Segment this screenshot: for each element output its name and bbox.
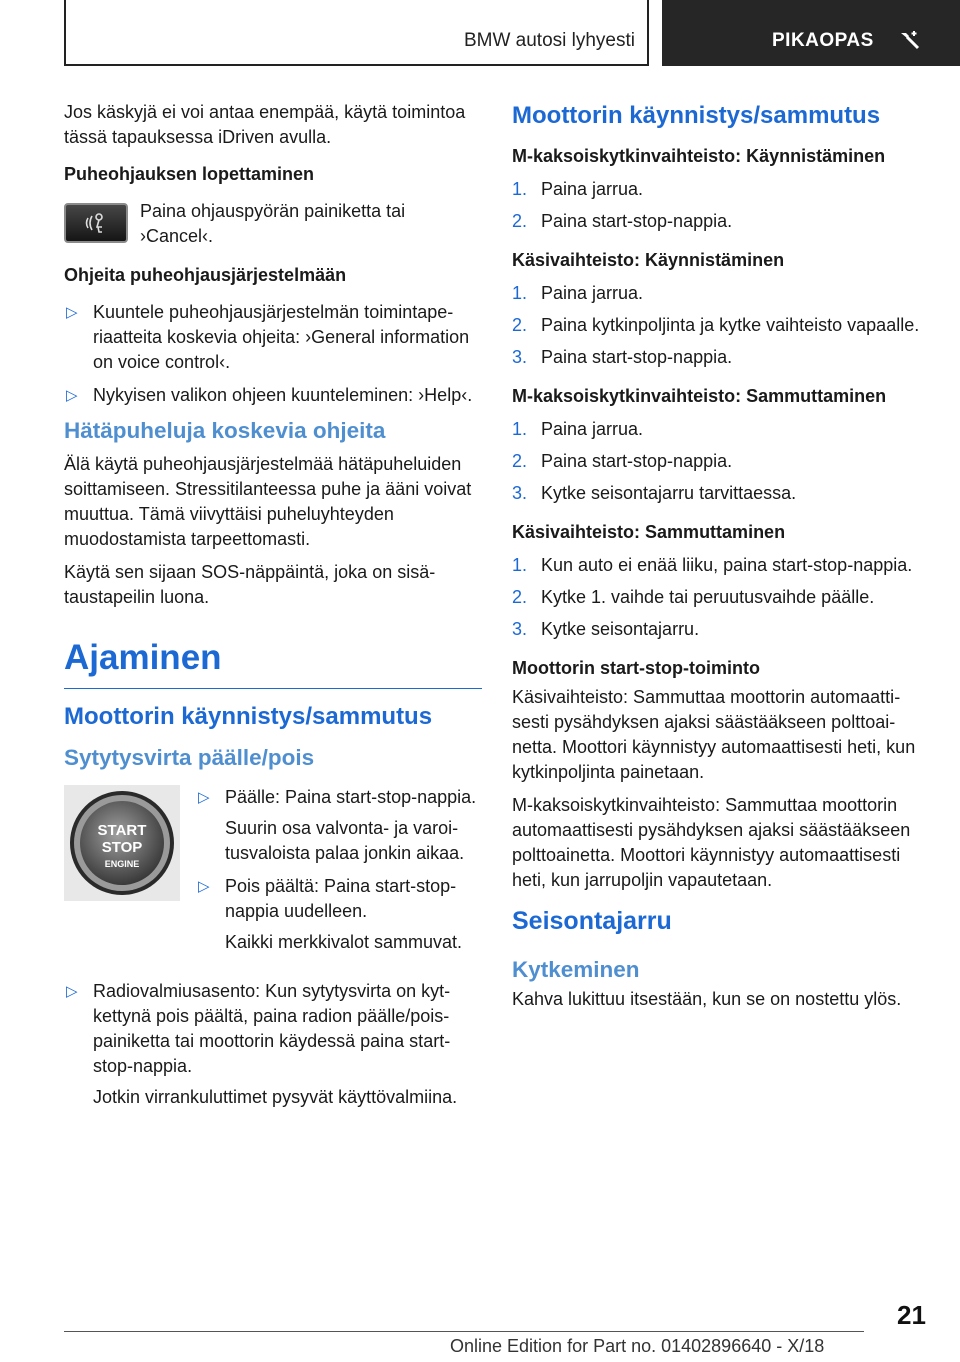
- footer-rule: [64, 1331, 864, 1332]
- stop-voice-text: Paina ohjauspyörän painiketta tai ›Cancel‹.: [140, 201, 406, 246]
- heading-engine-start-stop-2: Moottorin käynnistys/sammutus: [512, 102, 881, 129]
- page-number: 21: [897, 1300, 926, 1330]
- list-item: 1. Paina jarrua.: [512, 283, 644, 303]
- section-tab-label: PIKAOPAS: [772, 30, 874, 51]
- heading-manual-stop: Käsivaihteisto: Sammuttaminen: [512, 522, 786, 542]
- triangle-bullet-icon: ▷: [198, 789, 210, 806]
- list-item: 3. Paina start-stop-nappia.: [512, 347, 733, 367]
- heading-ignition: Sytytysvirta päälle/pois: [64, 745, 315, 770]
- voice-help-list: [64, 300, 482, 408]
- right-column: [512, 100, 926, 1024]
- list-item: ▷ Radiovalmiusasento: Kun sytytysvirta on kytkettynä pois päältä, paina radion päälle/pois-painiketta tai moottorin käydessä paina start-stop-nappia. Jotkin virrankuluttimet pysyvät käyttövalmiina.: [66, 981, 458, 1107]
- left-column: [64, 100, 482, 1118]
- emergency-paragraph-1: Älä käytä puheohjausjärjestelmää hätäpuheluiden soittamiseen. Stressitilanteessa puhe ja ääni voivat muuttua. Tämä viivyttäisi puheluyhteyden muodostamista tarpeettomasti.: [64, 454, 472, 549]
- list-item: 1. Paina jarrua.: [512, 179, 644, 199]
- wrench-spark-icon: [898, 28, 922, 52]
- button-text-engine: ENGINE: [104, 859, 140, 869]
- list-item: 2. Paina start-stop-nappia.: [512, 211, 733, 231]
- header-title: BMW autosi lyhyesti: [463, 30, 635, 51]
- heading-engine-start-stop: Moottorin käynnistys/sammutus: [64, 703, 433, 730]
- autostop-paragraph-2: M-kaksoiskytkinvaihteisto: Sammuttaa moottorin automaattisesti pysähdyksen ajaksi säästääkseen polttoainetta. Moottori käynnistyy automaattisesti heti, kun jarrupoljin vapautetaan.: [512, 795, 911, 890]
- start-stop-button-image: [64, 785, 180, 901]
- emergency-paragraph-2: Käytä sen sijaan SOS-näppäintä, joka on sisätaustapeilin luona.: [64, 562, 436, 607]
- heading-autostop: Moottorin start-stop-toiminto: [512, 658, 760, 678]
- engage-paragraph: Kahva lukittuu itsestään, kun se on nostettu ylös.: [512, 989, 902, 1009]
- header-frame: [64, 0, 649, 66]
- list-item: 1. Kun auto ei enää liiku, paina start-stop-nappia.: [512, 555, 913, 575]
- heading-rule: [64, 688, 482, 689]
- list-item: 1. Paina jarrua.: [512, 419, 644, 439]
- list-item: 2. Kytke 1. vaihde tai peruutusvaihde päälle.: [512, 587, 875, 607]
- triangle-bullet-icon: ▷: [198, 878, 210, 895]
- heading-engage: Kytkeminen: [512, 957, 640, 982]
- list-item: ▷ Nykyisen valikon ohjeen kuunteleminen: ›Help‹.: [64, 383, 482, 408]
- list-item: 3. Kytke seisontajarru.: [512, 619, 700, 639]
- intro-paragraph: Jos käskyjä ei voi antaa enempää, käytä toimintoa tässä tapauksessa iDriven avulla.: [64, 102, 466, 147]
- edition-text: Online Edition for Part no. 01402896640 - X/18: [450, 1336, 825, 1356]
- m-start-steps: [512, 177, 926, 234]
- triangle-bullet-icon: ▷: [66, 983, 78, 1000]
- radio-list: [64, 979, 482, 1110]
- list-item: 2. Paina start-stop-nappia.: [512, 451, 733, 471]
- ignition-row: [64, 785, 482, 971]
- section-tab: [662, 0, 960, 66]
- list-item: ▷ Kuuntele puheohjausjärjestelmän toimintaperiaatteita koskevia ohjeita: ›General information on voice control‹.: [66, 302, 470, 372]
- manual-stop-steps: [512, 553, 926, 642]
- list-item: ▷ Päälle: Paina start-stop-nappia. Suurin osa valvonta- ja varoitusvaloista palaa jonkin aikaa.: [198, 787, 477, 863]
- heading-voice-help: Ohjeita puheohjausjärjestelmään: [64, 265, 347, 285]
- button-text-start: START: [97, 822, 147, 839]
- manual-start-steps: [512, 281, 926, 370]
- button-text-stop: STOP: [101, 839, 143, 856]
- triangle-bullet-icon: ▷: [66, 304, 78, 321]
- triangle-bullet-icon: ▷: [66, 387, 78, 404]
- voice-button-icon: [64, 203, 128, 243]
- list-item: 2. Paina kytkinpoljinta ja kytke vaihteisto vapaalle.: [512, 315, 920, 335]
- autostop-paragraph-1: Käsivaihteisto: Sammuttaa moottorin automaattisesti pysähdyksen ajaksi säästääkseen polttoainetta. Moottori käynnistyy automaattisesti heti, kun kytkinpoljinta painetaan.: [512, 687, 916, 782]
- list-item: ▷ Pois päältä: Paina start-stop-nappia uudelleen. Kaikki merkkivalot sammuvat.: [198, 876, 463, 952]
- m-stop-steps: [512, 417, 926, 506]
- heading-manual-start: Käsivaihteisto: Käynnistäminen: [512, 250, 785, 270]
- heading-parking-brake: Seisontajarru: [512, 907, 672, 935]
- heading-m-start: M-kaksoiskytkinvaihteisto: Käynnistäminen: [512, 146, 886, 166]
- stop-voice-row: [64, 199, 482, 249]
- list-item: 3. Kytke seisontajarru tarvittaessa.: [512, 483, 797, 503]
- heading-driving: Ajaminen: [64, 638, 222, 677]
- ignition-list: [196, 785, 482, 963]
- heading-emergency: Hätäpuheluja koskevia ohjeita: [64, 418, 386, 443]
- heading-stop-voice: Puheohjauksen lopettaminen: [64, 164, 315, 184]
- heading-m-stop: M-kaksoiskytkinvaihteisto: Sammuttaminen: [512, 386, 887, 406]
